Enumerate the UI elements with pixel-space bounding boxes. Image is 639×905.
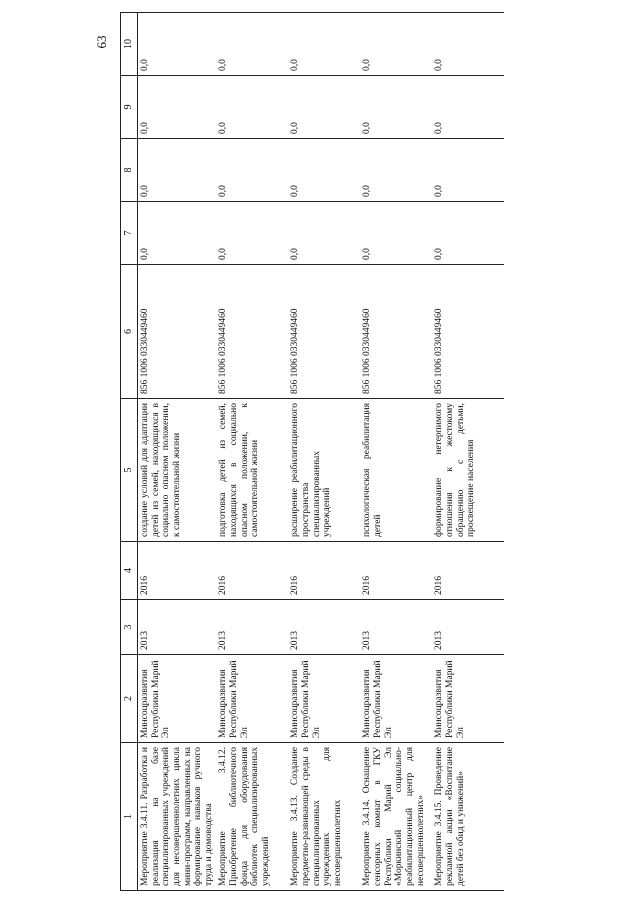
column-header: 8 [121, 139, 138, 202]
column-header: 3 [121, 600, 138, 655]
result-cell: расширение реабилитационного пространства специализированных учреждений [288, 399, 360, 542]
budget-code-cell: 856 1006 0330449460 [432, 265, 504, 399]
value-cell: 0,0 [288, 76, 360, 139]
start-year-cell: 2013 [288, 600, 360, 655]
table-row [432, 13, 504, 891]
column-header: 9 [121, 76, 138, 139]
value-cell: 0,0 [288, 139, 360, 202]
measure-cell: Мероприятие 3.4.13. Создание предметно-развивающей среды в специализированных учреждениях для несовершеннолетних [288, 743, 360, 891]
table-row [138, 13, 217, 891]
value-cell: 0,0 [432, 139, 504, 202]
column-header: 10 [121, 13, 138, 76]
table-row [216, 13, 288, 891]
result-cell: подготовка детей из семей, находящихся в социально опасном положении, к самостоятельной жизни [216, 399, 288, 542]
budget-code-cell: 856 1006 0330449460 [288, 265, 360, 399]
executor-cell: Минсоцразвития Республики Марий Эл [432, 655, 504, 743]
end-year-cell: 2016 [216, 542, 288, 600]
value-cell: 0,0 [432, 202, 504, 265]
measure-cell: Мероприятие 3.4.15. Проведение рекламной акции «Воспитание детей без обид и унижений» [432, 743, 504, 891]
column-header: 2 [121, 655, 138, 743]
value-cell: 0,0 [216, 139, 288, 202]
value-cell: 0,0 [138, 202, 217, 265]
value-cell: 0,0 [432, 13, 504, 76]
value-cell: 0,0 [360, 139, 432, 202]
value-cell: 0,0 [216, 76, 288, 139]
measure-cell: Мероприятие 3.4.11. Разработка и реализация на базе специализированных учреждений для несовершеннолетних цикла мини-программ, направленных на формирование навыков ручного труда и домоводства [138, 743, 217, 891]
result-cell: создание условий для адаптации детей из семей, находящихся в социально опасном положении, к самостоятельной жизни [138, 399, 217, 542]
start-year-cell: 2013 [432, 600, 504, 655]
value-cell: 0,0 [360, 76, 432, 139]
start-year-cell: 2013 [360, 600, 432, 655]
end-year-cell: 2016 [288, 542, 360, 600]
header-row [121, 13, 138, 891]
column-header: 6 [121, 265, 138, 399]
start-year-cell: 2013 [138, 600, 217, 655]
value-cell: 0,0 [360, 202, 432, 265]
executor-cell: Минсоцразвития Республики Марий Эл [216, 655, 288, 743]
page-number: 63 [94, 35, 109, 49]
measure-cell: Мероприятие 3.4.12. Приобретение библиотечного фонда для оборудования библиотек специализированных учреждений [216, 743, 288, 891]
budget-code-cell: 856 1006 0330449460 [360, 265, 432, 399]
value-cell: 0,0 [216, 13, 288, 76]
result-cell: формирование нетерпимого отношения к жестокому обращению с детьми, просвещение населения [432, 399, 504, 542]
budget-code-cell: 856 1006 0330449460 [138, 265, 217, 399]
value-cell: 0,0 [288, 13, 360, 76]
measure-cell: Мероприятие 3.4.14. Оснащение сенсорных комнат в ГКУ Республики Марий Эл «Моркинский социально-реабилитационный центр для несовершеннолетних» [360, 743, 432, 891]
column-header: 1 [121, 743, 138, 891]
end-year-cell: 2016 [360, 542, 432, 600]
value-cell: 0,0 [432, 76, 504, 139]
value-cell: 0,0 [138, 139, 217, 202]
executor-cell: Минсоцразвития Республики Марий Эл [288, 655, 360, 743]
value-cell: 0,0 [288, 202, 360, 265]
table-row [288, 13, 360, 891]
column-header: 5 [121, 399, 138, 542]
end-year-cell: 2016 [138, 542, 217, 600]
program-measures-table [120, 12, 504, 891]
value-cell: 0,0 [138, 13, 217, 76]
column-header: 7 [121, 202, 138, 265]
value-cell: 0,0 [138, 76, 217, 139]
budget-code-cell: 856 1006 0330449460 [216, 265, 288, 399]
value-cell: 0,0 [216, 202, 288, 265]
executor-cell: Минсоцразвития Республики Марий Эл [360, 655, 432, 743]
start-year-cell: 2013 [216, 600, 288, 655]
column-header: 4 [121, 542, 138, 600]
table-row [360, 13, 432, 891]
executor-cell: Минсоцразвития Республики Марий Эл [138, 655, 217, 743]
end-year-cell: 2016 [432, 542, 504, 600]
value-cell: 0,0 [360, 13, 432, 76]
result-cell: психологическая реабилитация детей [360, 399, 432, 542]
